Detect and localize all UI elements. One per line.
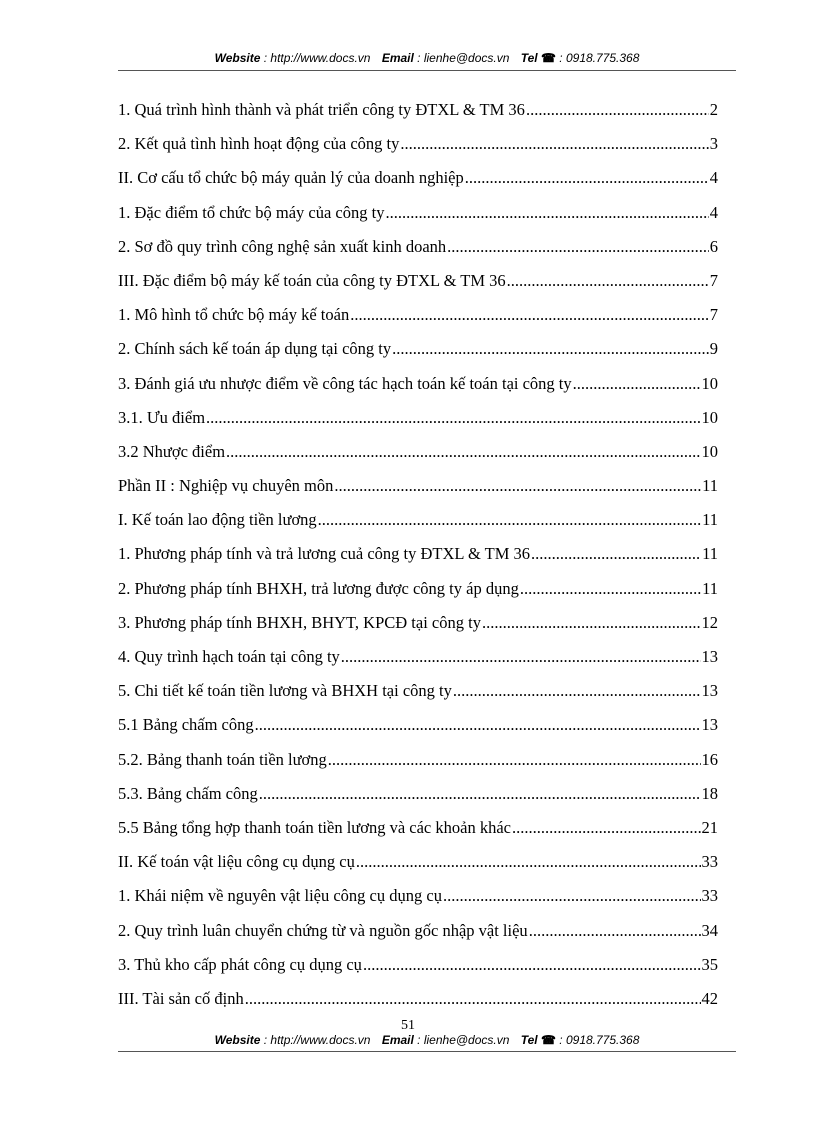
footer-website-label: Website [214, 1033, 261, 1047]
toc-entry [118, 647, 718, 681]
toc-entry-title: 2. Quy trình luân chuyển chứng từ và nguồn gốc nhập vật liệu [118, 920, 528, 940]
toc-entry-title: 2. Chính sách kế toán áp dụng tại công ty [118, 339, 392, 359]
toc-entry-page: 11 [702, 476, 718, 496]
toc-dot-leader [512, 818, 701, 838]
toc-entry-page: 35 [701, 954, 718, 974]
toc-entry-title: 5.1 Bảng chấm công [118, 715, 254, 735]
toc-dot-leader [400, 134, 708, 154]
toc-entry-page: 13 [701, 647, 718, 666]
toc-entry [118, 715, 718, 749]
toc-entry-page: 11 [702, 510, 718, 530]
toc-dot-leader [573, 374, 701, 394]
toc-entry-title: 5.5 Bảng tổng hợp thanh toán tiền lương và các khoản khác [118, 817, 511, 837]
toc-entry-title: II. Cơ cấu tổ chức bộ máy quản lý của doanh nghiệp [118, 168, 464, 188]
toc-entry [118, 442, 718, 476]
toc-dot-leader [226, 442, 700, 462]
toc-entry-title: 1. Phương pháp tính và trả lương cuả công ty ĐTXL & TM 36 [118, 544, 531, 564]
toc-entry [118, 955, 718, 989]
toc-entry [118, 681, 718, 715]
toc-entry [118, 579, 718, 613]
toc-entry-page: 33 [701, 886, 718, 906]
toc-entry-title: III. Đặc điểm bộ máy kế toán của công ty ĐTXL & TM 36 [118, 270, 506, 290]
toc-entry-page: 7 [709, 270, 718, 290]
toc-dot-leader [341, 647, 701, 667]
toc-entry-title: I. Kế toán lao động tiền lương [118, 510, 317, 530]
toc-entry-page: 4 [709, 202, 718, 222]
toc-entry-title: 4. Quy trình hạch toán tại công ty [118, 647, 340, 666]
toc-entry-title: 1. Khái niệm về nguyên vật liệu công cụ dụng cụ [118, 886, 442, 906]
toc-entry-title: 1. Quá trình hình thành và phát triển công ty ĐTXL & TM 36 [118, 100, 525, 119]
toc-entry [118, 613, 718, 647]
footer-divider [118, 1051, 736, 1052]
toc-entry [118, 271, 718, 305]
toc-entry [118, 100, 718, 134]
website-url: : http://www.docs.vn [263, 51, 371, 65]
tel-value: : 0918.775.368 [559, 51, 640, 65]
toc-entry-title: 3. Đánh giá ưu nhược điểm về công tác hạch toán kế toán tại công ty [118, 373, 572, 393]
toc-entry-page: 34 [701, 920, 718, 940]
toc-entry-page: 21 [701, 817, 718, 837]
toc-entry [118, 818, 718, 852]
website-label: Website [214, 51, 261, 65]
toc-dot-leader [526, 100, 709, 120]
toc-dot-leader [392, 339, 709, 359]
toc-entry-page: 6 [709, 236, 718, 256]
toc-entry-title: 1. Mô hình tổ chức bộ máy kế toán [118, 305, 350, 325]
toc-entry-page: 10 [701, 407, 718, 427]
toc-entry-title: 1. Đặc điểm tổ chức bộ máy của công ty [118, 202, 385, 222]
toc-dot-leader [453, 681, 701, 701]
toc-entry-page: 13 [701, 715, 718, 735]
toc-entry-title: 3.2 Nhược điểm [118, 441, 226, 461]
toc-entry [118, 544, 718, 578]
phone-icon: ☎ [541, 51, 556, 65]
toc-dot-leader [443, 886, 701, 906]
header-divider [118, 70, 736, 71]
toc-dot-leader [255, 715, 701, 735]
email-value: : lienhe@docs.vn [417, 51, 510, 65]
toc-entry-title: 3. Phương pháp tính BHXH, BHYT, KPCĐ tại công ty [118, 612, 481, 632]
toc-entry [118, 339, 718, 373]
toc-dot-leader [318, 510, 701, 530]
toc-entry-page: 2 [709, 100, 718, 119]
toc-entry-title: 2. Phương pháp tính BHXH, trả lương được công ty áp dụng [118, 578, 519, 598]
toc-entry [118, 921, 718, 955]
footer-email-label: Email [381, 1033, 414, 1047]
toc-entry-title: 5. Chi tiết kế toán tiền lương và BHXH tại công ty [118, 681, 452, 701]
toc-dot-leader [529, 921, 701, 941]
toc-dot-leader [482, 613, 701, 633]
toc-entry [118, 134, 718, 168]
toc-entry [118, 237, 718, 271]
toc-entry-page: 10 [701, 373, 718, 393]
toc-entry [118, 408, 718, 442]
toc-entry-title: 2. Kết quả tình hình hoạt động của công ty [118, 134, 400, 154]
footer-website-url: : http://www.docs.vn [263, 1033, 371, 1047]
toc-entry-page: 12 [701, 612, 718, 632]
toc-dot-leader [507, 271, 709, 291]
toc-entry-page: 33 [701, 852, 718, 872]
page-footer [118, 1033, 736, 1047]
email-label: Email [381, 51, 414, 65]
footer-phone-icon: ☎ [541, 1033, 556, 1047]
toc-entry [118, 784, 718, 818]
toc-dot-leader [350, 305, 709, 325]
toc-entry-page: 3 [709, 134, 718, 154]
toc-dot-leader [356, 852, 701, 872]
toc-dot-leader [447, 237, 709, 257]
toc-entry [118, 203, 718, 237]
table-of-contents [118, 100, 718, 1023]
toc-dot-leader [245, 989, 701, 1009]
toc-dot-leader [328, 750, 701, 770]
tel-label: Tel [520, 51, 538, 65]
toc-entry [118, 168, 718, 202]
toc-entry-page: 10 [701, 441, 718, 461]
toc-entry [118, 750, 718, 784]
toc-entry-page: 11 [702, 544, 718, 564]
toc-entry-page: 13 [701, 681, 718, 701]
toc-entry-page: 7 [709, 305, 718, 325]
footer-tel-value: : 0918.775.368 [559, 1033, 640, 1047]
toc-entry-title: 2. Sơ đồ quy trình công nghệ sản xuất kinh doanh [118, 236, 447, 256]
page-number: 51 [401, 1018, 415, 1033]
toc-entry-title: 3. Thủ kho cấp phát công cụ dụng cụ [118, 954, 362, 974]
toc-entry-page: 18 [701, 783, 718, 803]
toc-entry-page: 11 [702, 578, 718, 598]
toc-entry-page: 9 [709, 339, 718, 359]
toc-entry [118, 510, 718, 544]
page-header [118, 51, 736, 65]
toc-entry [118, 886, 718, 920]
toc-dot-leader [334, 476, 701, 496]
toc-entry-title: 5.3. Bảng chấm công [118, 783, 258, 803]
toc-dot-leader [385, 203, 708, 223]
toc-entry-page: 42 [701, 988, 718, 1008]
toc-entry [118, 476, 718, 510]
toc-dot-leader [206, 408, 700, 428]
toc-dot-leader [531, 544, 701, 564]
toc-entry [118, 305, 718, 339]
toc-entry [118, 852, 718, 886]
footer-tel-label: Tel [520, 1033, 538, 1047]
footer-email-value: : lienhe@docs.vn [417, 1033, 510, 1047]
toc-entry-title: II. Kế toán vật liệu công cụ dụng cụ [118, 852, 355, 872]
toc-entry [118, 374, 718, 408]
toc-entry-page: 4 [709, 168, 718, 188]
toc-entry-page: 16 [701, 749, 718, 769]
toc-entry-title: 3.1. Ưu điểm [118, 407, 206, 427]
toc-dot-leader [465, 168, 709, 188]
toc-entry-title: Phần II : Nghiệp vụ chuyên môn [118, 476, 334, 496]
toc-entry-title: 5.2. Bảng thanh toán tiền lương [118, 749, 327, 769]
toc-dot-leader [520, 579, 701, 599]
toc-dot-leader [363, 955, 701, 975]
toc-dot-leader [259, 784, 701, 804]
toc-entry-title: III. Tài sản cố định [118, 988, 244, 1008]
